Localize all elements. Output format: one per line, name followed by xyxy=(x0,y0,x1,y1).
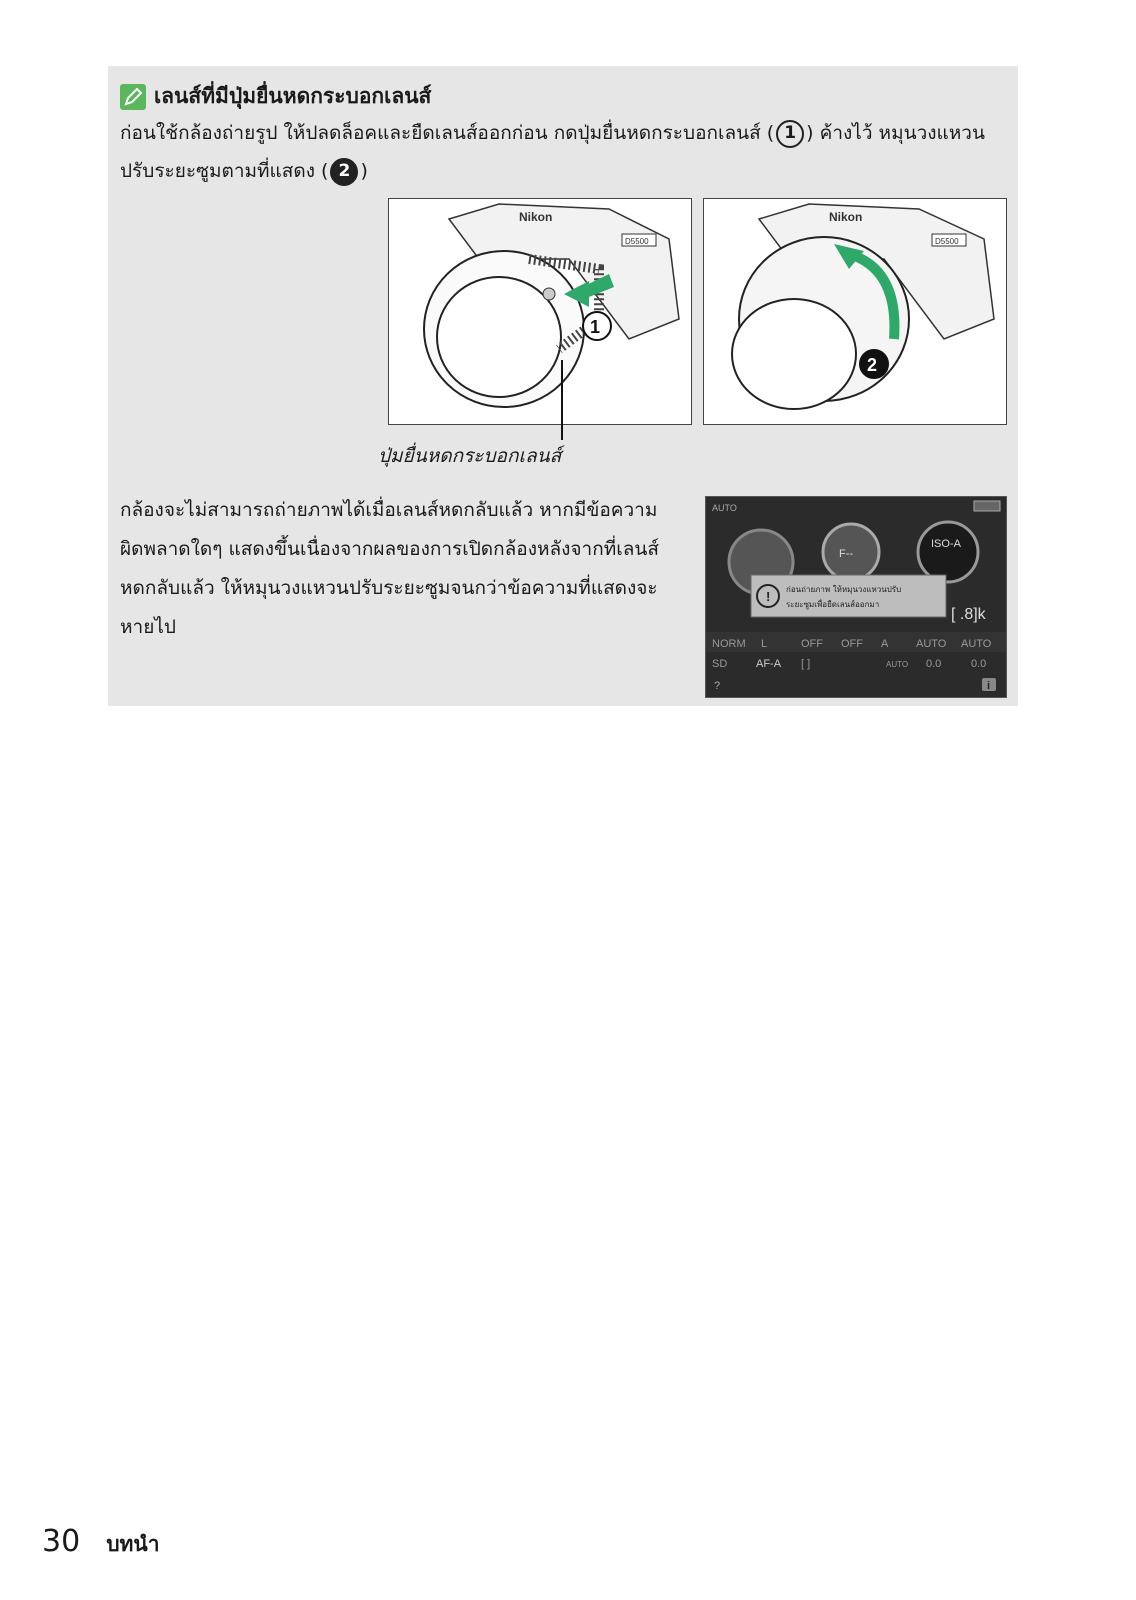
screen-row2-exp: 0.0 xyxy=(926,658,942,670)
page-number: 30 xyxy=(42,1524,81,1559)
callout-leader-line xyxy=(561,360,563,440)
screen-aperture: F-- xyxy=(839,548,854,560)
camera-figure-rotate-ring xyxy=(703,198,1007,425)
camera-figure-press-button xyxy=(388,198,692,425)
lens-button-caption: ปุ่มยื่นหดกระบอกเลนส์ xyxy=(378,445,562,467)
screen-row1-quality: NORM xyxy=(712,638,746,650)
screen-row2-area: [ ] xyxy=(801,658,811,670)
screen-row1-auto2: AUTO xyxy=(961,638,992,650)
pencil-note-icon xyxy=(120,84,146,110)
brand-text-2: Nikon xyxy=(829,210,863,224)
screen-help: ? xyxy=(714,680,721,692)
note-title xyxy=(120,80,431,113)
screen-row1-size: L xyxy=(761,638,768,650)
screen-warning-line2: ระยะซูมเพื่อยืดเลนส์ออกมา xyxy=(786,600,880,609)
step1-marker: 1 xyxy=(776,120,804,148)
note-box xyxy=(108,66,1018,706)
section-name: บทนำ xyxy=(106,1532,160,1556)
screen-row2-auto: AUTO xyxy=(886,660,909,669)
screen-row1-a: A xyxy=(881,638,889,650)
callout2-text: 2 xyxy=(867,355,878,375)
svg-text:!: ! xyxy=(766,589,771,604)
para1-part-b: ) ค้างไว้ หมุนวงแหวนปรับระยะซูมตามที่แสดง ( xyxy=(120,122,985,182)
instruction-paragraph xyxy=(120,114,1000,190)
screen-row2-af: AF-A xyxy=(756,658,782,670)
screen-warning-line1: ก่อนถ่ายภาพ ให้หมุนวงแหวนปรับ xyxy=(786,585,902,594)
model-text: D5500 xyxy=(625,237,649,246)
brand-text: Nikon xyxy=(519,210,553,224)
page-footer xyxy=(42,1524,160,1561)
model-text-2: D5500 xyxy=(935,237,959,246)
para1-part-c: ) xyxy=(360,160,368,182)
step2-marker: 2 xyxy=(330,158,358,186)
screen-row1-off2: OFF xyxy=(841,638,863,650)
screen-row1-off1: OFF xyxy=(801,638,823,650)
screen-row1-auto1: AUTO xyxy=(916,638,947,650)
note-title-text: เลนส์ที่มีปุ่มยื่นหดกระบอกเลนส์ xyxy=(154,84,432,108)
camera-lcd-screen xyxy=(705,496,1007,698)
para1-part-a: ก่อนใช้กล้องถ่ายรูป ให้ปลดล็อคและยืดเลนส์ออกก่อน กดปุ่มยื่นหดกระบอกเลนส์ ( xyxy=(120,122,775,144)
screen-auto-label: AUTO xyxy=(712,503,737,513)
screen-shots: [ .8]k xyxy=(951,606,986,623)
screen-row2-sd: SD xyxy=(712,658,728,670)
screen-iso: ISO-A xyxy=(931,538,961,550)
retracted-lens-paragraph: กล้องจะไม่สามารถถ่ายภาพได้เมื่อเลนส์หดกลับแล้ว หากมีข้อความผิดพลาดใดๆ แสดงขึ้นเนื่องจากผลของการเปิดกล้องหลังจากที่เลนส์หดกลับแล้ว ให้หมุนวงแหวนปรับระยะซูมจนกว่าข้อความที่แสดงจะหายไป xyxy=(120,499,659,638)
screen-info: i xyxy=(987,680,991,692)
callout1-text: 1 xyxy=(590,317,601,337)
screen-row2-flash: 0.0 xyxy=(971,658,987,670)
